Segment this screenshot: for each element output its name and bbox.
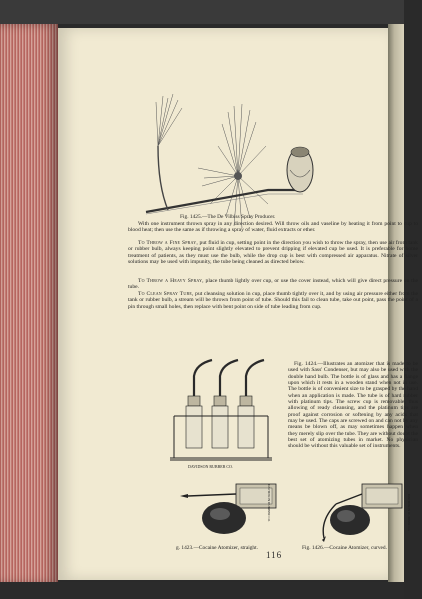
fine-spray-heading: To Throw a Fine Spray, — [138, 240, 198, 246]
book-page — [58, 28, 418, 580]
figure-caption-1424: Fig. 1424.—Illustrates an atomizer that is made to be used with Sass' Condenser, but may also be used with the double hand bulb. The bottle is of glass and has a flange upon which it rests in a wooden stand when not in use. The bottle is of convenient size to be grasped by the hand when an application is made. The tube is of hard rubber with platinum tips. The screw cup is removable, thus allowing of ready cleansing, and the platinum tips are proof against corrosion or softening by any acids that may be used. The caps are screwed on and can not by any means be blown off, as may sometimes happen when they merely slip over the tube. They are without doubt the best set of atomizing tubes in market. No physician should be without this valuable set of instruments. — [288, 361, 418, 450]
figure-caption-1425: Fig. 1425.—The De Vilbiss Spray Producer. — [180, 214, 276, 220]
heavy-spray-paragraph — [128, 278, 418, 291]
intro-paragraph: With one instrument thrown spray in any direction desired. Will throw oils and vaseline by heating it from point to cup to blood heat; then use the same as if throwing a spray of water, fluid extracts or ether. — [128, 221, 418, 234]
atomizer-stand-illustration — [166, 354, 276, 474]
clean-tube-heading: To Clean Spray Tube, — [138, 291, 194, 297]
page-number: 116 — [266, 550, 283, 560]
scan-background-bottom — [0, 582, 404, 599]
clean-tube-paragraph — [128, 291, 418, 310]
heavy-spray-heading: To Throw a Heavy Spray, — [138, 278, 204, 284]
fine-spray-paragraph — [128, 240, 418, 265]
fine-spray-text: put fluid in cup, setting point in the direction you wish to throw the spray, then use air from tank or rubber bulb, always keeping point slightly elevated to prevent dripping if elevated cup be used. It is preferable for home treatment of patients, as they must use the bulb, while the drop cup is best with compressed air apparatus. Nitrate of silver solutions may be used with impunity, the tube being cleaned as directed below. — [128, 240, 418, 266]
heavy-spray-text: place thumb lightly over cup, or use the cover instead, which will give direct pressure on the tube. — [128, 278, 418, 291]
bottle-label-left: DAVIDSON RUBBER CO. — [267, 484, 271, 523]
book-page-edges — [0, 24, 58, 584]
figure-caption-1423: g. 1423.—Cocaine Atomizer, straight. — [176, 545, 258, 551]
bottle-label-right: DAVIDSON RUBBER Co. — [407, 494, 411, 532]
scan-background-top — [0, 0, 404, 24]
clean-tube-text: put cleansing solution in cup, place thumb tightly over it, and by using air pressure either from the tank or rubber bulb, a stream will be thrown from point of tube. Should this fail to clean tube, take out point, pass the point of a pin through small holes, then replace with bent point on side of tube leading from cup. — [128, 291, 418, 310]
figure-caption-1426: Fig. 1426.—Cocaine Atomizer, curved. — [302, 545, 387, 551]
maker-label: DAVIDSON RUBBER CO. — [188, 464, 233, 469]
